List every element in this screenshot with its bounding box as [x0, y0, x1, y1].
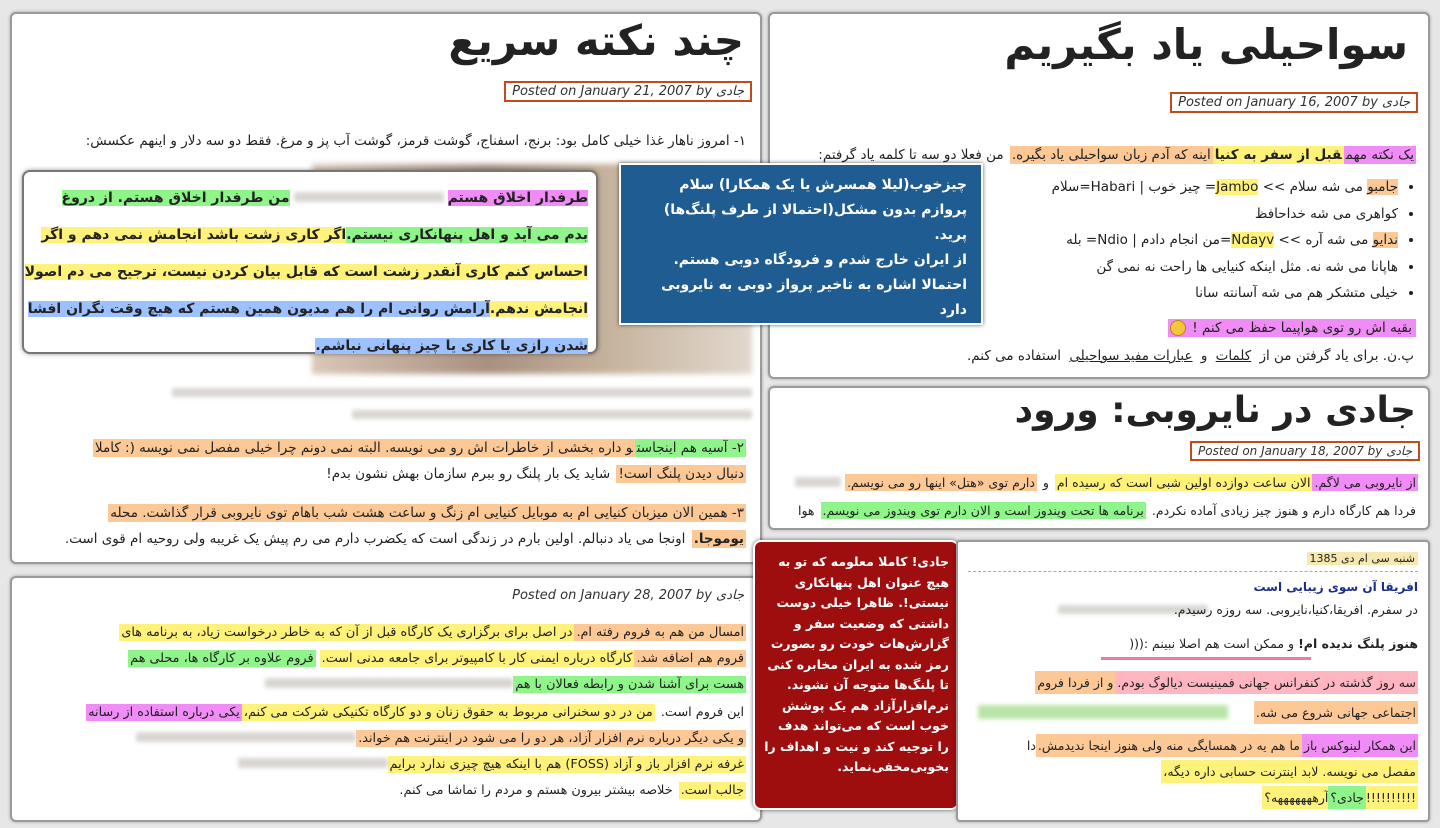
post-line	[397, 778, 746, 804]
link-phrases[interactable]: عبارات مفید سواحیلی	[1069, 348, 1193, 364]
quote-line	[24, 254, 588, 291]
callout-line: از ایران خارج شدم و فرودگاه دوبی هستم.	[673, 252, 967, 268]
post-line	[136, 726, 746, 752]
hl-text: اینه که آدم زبان سواحیلی یاد بگیره.	[1011, 147, 1211, 163]
underline-mark	[1101, 657, 1311, 660]
hl-text: الان ساعت دوازده اولین شبی است که رسیده ام	[1056, 475, 1311, 490]
divider	[968, 571, 1418, 572]
hl-text: آرهههههههه؟!!!!!!!!!!	[1262, 786, 1418, 809]
hl-text: ۲- آسیه هم اینجاست	[636, 440, 744, 456]
post-ps	[965, 343, 1416, 369]
text: دا	[1026, 738, 1036, 753]
hl-text: این همکار لینوکس باز	[1302, 734, 1418, 757]
post-line	[265, 672, 746, 698]
text: هنوز پلنگ ندیده ام!	[1298, 636, 1418, 651]
hl-text: اگر کاری زشت باشد انجامش نمی دهم و اگر	[41, 227, 347, 243]
hl-text: از نایروبی می لاگم.	[1314, 475, 1416, 490]
post-line	[128, 646, 746, 672]
hl-text: فروم هم اضافه شد.	[636, 651, 744, 666]
blurred-text	[352, 410, 752, 419]
callout-line: پروازم بدون مشکل(احتمالا از طرف پلنگ‌ها) پرید.	[663, 202, 967, 243]
hl-text: مفصل می نویسه. لابد اینترنت حسابی داره دیگه،	[1161, 760, 1418, 783]
blurred-text	[294, 192, 444, 202]
post-line	[796, 498, 1418, 524]
hl-text: و یکی دیگر درباره نرم افزار آزاد، هر دو را می شود در اینترنت هم خواند.	[358, 731, 744, 746]
hl-text: یکی درباره استفاده از رسانه	[88, 705, 240, 720]
hl-text: طرفدار اخلاق هستم	[447, 190, 588, 206]
hl-text: آرامش روانی ام را هم مدیون همین هستم که هیچ وقت نگران افشا	[27, 301, 490, 317]
text: اونجا می یاد دنبالم. اولین بارم در زندگی است که یکضرب دارم می رم پیش یک غریبه ولی روحیه ام قوی است.	[64, 531, 686, 547]
blurred-text	[172, 388, 752, 397]
post-title[interactable]: چند نکته سریع	[448, 16, 744, 65]
callout-text: جادی! کاملا معلومه که تو به هیچ عنوان اهل پنهانکاری نیستی!. ظاهرا خیلی دوست داشتی که وضعیت سفر و گزارش‌هات خودت رو بصورت رمز شده به ایران مخابره کنی تا پلنگ‌ها متوجه آن نشوند. نرم‌افزارآزاد هم یک پوشش خوب است که می‌تواند هدف را توجیه کند و نیت و اهداف را بخوبی‌مخفی‌نماید.	[764, 554, 949, 774]
post-meta[interactable]: Posted on January 21, 2007 by جادی	[504, 81, 752, 102]
smiley-icon	[1170, 320, 1186, 336]
hl-text: فروم علاوه بر کارگاه ها، محلی هم	[130, 651, 314, 666]
quote-callout	[22, 170, 598, 354]
hl-text: هست برای آشنا شدن و رابطه فعالان با هم	[515, 677, 744, 692]
post-panel-nairobi-arrival	[768, 386, 1430, 530]
red-callout	[753, 540, 959, 810]
text: و	[1042, 475, 1049, 490]
post-meta[interactable]: Posted on January 16, 2007 by جادی	[1170, 92, 1418, 113]
text: شاید یک بار پلنگ رو ببرم سازمان بهش نشون بدم!	[326, 466, 611, 482]
hl-text: Jambo	[1216, 179, 1259, 195]
post-paragraph	[108, 500, 746, 526]
post-line	[1161, 764, 1418, 779]
quote-line	[32, 328, 588, 365]
link-words[interactable]: کلمات	[1215, 348, 1252, 364]
post-line	[795, 470, 1418, 496]
hl-text: من طرفدار اخلاق هستم. از دروغ	[61, 190, 290, 206]
text: = چیز خوب | Habari=سلام	[1051, 179, 1217, 195]
quote-line	[32, 217, 588, 254]
hl-text: دارم توی «هتل» اینها رو می نویسم.	[847, 475, 1035, 490]
list-item	[1052, 201, 1398, 228]
hl-text: من در دو سخنرانی مربوط به حقوق زنان و دو کارگاه تکنیکی شرکت می کنم،	[243, 705, 653, 720]
text: می شه سلام >>	[1262, 179, 1363, 195]
text: =من انجام دادم | Ndio= بله	[1066, 232, 1232, 248]
post-line	[1035, 675, 1418, 690]
post-line	[86, 700, 746, 726]
hl-text: شدن رازی یا کاری یا چیز پنهانی نباشم.	[315, 338, 588, 354]
text: فردا هم کارگاه دارم و هنوز چیز زیادی آماده نکردم.	[1151, 503, 1416, 518]
post-line	[1262, 790, 1418, 805]
hl-text: در اصل برای برگزاری یک کارگاه قبل از آن که به خاطر درخواست زیاد، به برنامه های	[121, 625, 573, 640]
vocab-list	[1052, 174, 1416, 307]
hl-text: ندایو	[1372, 232, 1398, 248]
callout-line: چیزخوب(لیلا همسرش یا یک همکارا) سلام	[679, 177, 967, 193]
hl-text: یک نکته مهم	[1345, 147, 1414, 163]
hl-text: جامبو	[1367, 179, 1398, 195]
post-line	[1027, 738, 1418, 753]
hl-text	[1168, 319, 1416, 337]
text: کواهری می شه خداحافظ	[1254, 205, 1398, 222]
text: هوا	[797, 503, 815, 518]
hl-text: اجتماعی جهانی شروع می شه.	[1254, 701, 1418, 724]
text: و ممکن است هم اصلا نبینم :(((	[1129, 636, 1295, 651]
text: پ.ن. برای یاد گرفتن من از	[1259, 348, 1414, 364]
blurred-text	[136, 732, 356, 742]
hl-text: انجامش ندهم.	[489, 301, 588, 317]
blog-screenshot-panel	[956, 540, 1430, 822]
post-paragraph	[93, 435, 746, 461]
quote-line	[27, 291, 588, 328]
post-rest-line	[1168, 315, 1416, 341]
hl-text: بدم می آید و اهل پنهانکاری نیستم.	[346, 227, 588, 243]
hl-text: قبل از سفر به کنیا	[1214, 147, 1342, 163]
post-line	[238, 752, 746, 778]
hl-text: جالب است.	[680, 783, 744, 798]
hl-text: و داره بخشی از خاطرات اش رو می نویسه. البته نمی دونم چرا خیلی مفصل نمی نویسه (: کاملا	[94, 440, 633, 456]
list-item	[1052, 227, 1398, 254]
post-date: شنبه سی ام دی 1385	[1307, 552, 1419, 565]
post-line	[119, 620, 746, 646]
hl-text: ۳- همین الان میزبان کنیایی ام به موبایل کنیایی ام زنگ و ساعت هشت شب باهام توی نایروبی قرار گذاشت. محله	[110, 505, 744, 521]
blurred-text	[978, 705, 1228, 719]
text: خلاصه بیشتر بیرون هستم و مردم را تماشا می کنم.	[399, 783, 673, 798]
hl-text: جادی؟	[1328, 786, 1366, 809]
text: بقیه اش رو توی هواپیما حفظ می کنم !	[1192, 320, 1412, 336]
hl-text: و از فردا فروم	[1035, 671, 1115, 694]
hl-text: کارگاه درباره ایمنی کار با کامپیوتر برای جامعه مدنی است.	[321, 651, 633, 666]
post-title[interactable]: افریقا آن سوی زیبایی است	[1253, 580, 1418, 594]
list-item	[1052, 174, 1398, 201]
list-item	[1052, 280, 1398, 307]
post-meta[interactable]: Posted on January 18, 2007 by جادی	[1190, 441, 1420, 461]
hl-text: Ndayv	[1231, 232, 1275, 248]
post-title[interactable]: سواحیلی یاد بگیریم	[1004, 20, 1408, 69]
callout-line: احتمالا اشاره به تاخیر پرواز دوبی به نایروبی دارد	[661, 277, 967, 318]
blue-callout	[619, 163, 983, 325]
text: هاپانا می شه نه. مثل اینکه کنیایی ها راحت نه نمی گن	[1096, 258, 1398, 275]
hl-text: دنبال دیدن پلنگ است!	[618, 466, 744, 482]
text: این فروم است.	[660, 705, 744, 720]
post-paragraph: ۱- امروز ناهار غذا خیلی کامل بود: برنج، اسفناج، گوشت قرمز، گوشت آب پز و مرغ. فقط دو سه دلار و اینهم عکسش:	[85, 133, 746, 149]
post-paragraph	[324, 461, 746, 487]
hl-text: یوموجا.	[693, 531, 744, 547]
hl-text: برنامه ها تحت ویندوز است و الان دارم توی ویندوز می نویسم.	[822, 503, 1144, 518]
hl-text: ما هم یه در همسایگی منه ولی هنوز اینجا ندیدمش.	[1036, 734, 1302, 757]
post-line: در سفرم. افریقا،کنیا،نایروبی. سه روزه رسیدم.	[1173, 602, 1418, 617]
text: و	[1200, 348, 1208, 364]
hl-text: سه روز گذشته در کنفرانس جهانی فمینیست دیالوگ بودم.	[1115, 671, 1418, 694]
blurred-text	[238, 758, 388, 768]
post-paragraph	[63, 526, 746, 552]
text: می شه آره >>	[1278, 232, 1369, 248]
hl-text: امسال من هم به فروم رفته ام.	[576, 625, 744, 640]
blurred-text	[265, 678, 513, 688]
text: خیلی متشکر هم می شه آسانته سانا	[1195, 285, 1398, 301]
post-panel-forum	[10, 576, 762, 822]
quote-line	[32, 180, 588, 217]
blurred-text	[795, 477, 841, 487]
text: استفاده می کنم.	[967, 348, 1062, 364]
post-title[interactable]: جادی در نایروبی: ورود	[1014, 390, 1416, 431]
text: من فعلا دو سه تا کلمه یاد گرفتم:	[818, 147, 1004, 163]
list-item	[1052, 254, 1398, 281]
post-meta[interactable]: Posted on January 28, 2007 by جادی	[512, 588, 744, 603]
hl-text: غرفه نرم افزار باز و آزاد (FOSS) هم با اینکه هیچ چیزی ندارد برایم	[389, 757, 744, 772]
post-line	[1129, 636, 1418, 651]
post-line	[1254, 705, 1418, 720]
hl-text: احساس کنم کاری آنقدر زشت است که قابل بیان کردن نیست، ترجیح می دم اصولا	[24, 264, 588, 280]
